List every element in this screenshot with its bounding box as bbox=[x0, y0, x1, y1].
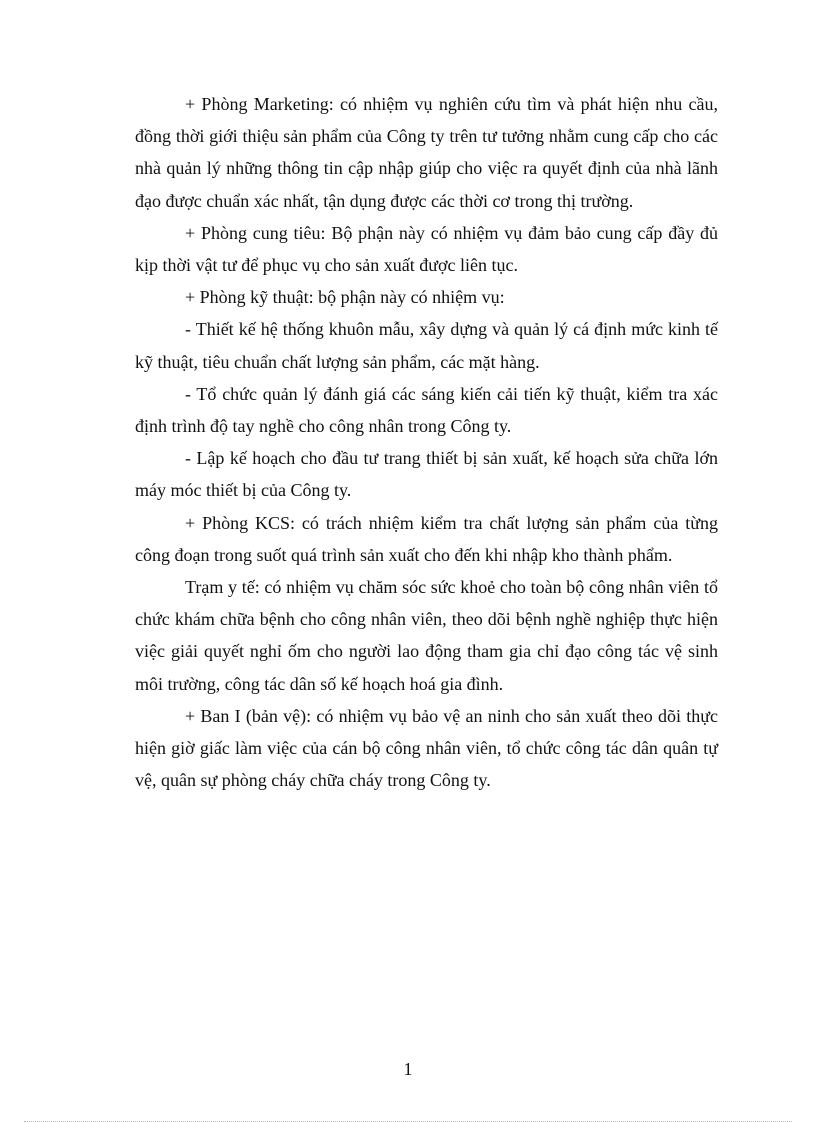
paragraph-medical-station: Trạm y tế: có nhiệm vụ chăm sóc sức khoẻ cho toàn bộ công nhân viên tổ chức khám chữa bệnh cho công nhân viên, theo dõi bệnh nghề nghiệp thực hiện việc giải quyết nghỉ ốm cho người lao động tham gia chỉ đạo công tác vệ sinh môi trường, công tác dân số kế hoạch hoá gia đình. bbox=[135, 577, 718, 694]
paragraph-technical: + Phòng kỹ thuật: bộ phận này có nhiệm vụ: bbox=[185, 287, 505, 308]
paragraph-technical-innovation: - Tổ chức quản lý đánh giá các sáng kiến cải tiến kỹ thuật, kiểm tra xác định trình độ tay nghề cho công nhân trong Công ty. bbox=[135, 383, 718, 437]
page-number: 1 bbox=[403, 1059, 413, 1079]
paragraph-technical-design: - Thiết kế hệ thống khuôn mẫu, xây dựng và quản lý cá định mức kinh tế kỹ thuật, tiêu chuẩn chất lượng sản phẩm, các mặt hàng. bbox=[135, 319, 718, 372]
paragraph-supply: + Phòng cung tiêu: Bộ phận này có nhiệm vụ đảm bảo cung cấp đầy đủ kịp thời vật tư để phục vụ cho sản xuất được liên tục. bbox=[135, 222, 718, 276]
paragraph-technical-investment: - Lập kế hoạch cho đầu tư trang thiết bị sản xuất, kế hoạch sửa chữa lớn máy móc thiết bị của Công ty. bbox=[135, 448, 718, 501]
page-bottom-divider bbox=[24, 1121, 792, 1122]
paragraph-kcs: + Phòng KCS: có trách nhiệm kiểm tra chất lượng sản phẩm của từng công đoạn trong suốt quá trình sản xuất cho đến khi nhập kho thành phẩm. bbox=[135, 512, 718, 565]
paragraph-security: + Ban I (bản vệ): có nhiệm vụ bảo vệ an ninh cho sản xuất theo dõi thực hiện giờ giấc làm việc của cán bộ công nhân viên, tổ chức công tác dân quân tự vệ, quân sự phòng cháy chữa cháy trong Công ty. bbox=[135, 705, 718, 791]
document-body bbox=[135, 88, 718, 796]
paragraph-marketing: + Phòng Marketing: có nhiệm vụ nghiên cứu tìm và phát hiện nhu cầu, đồng thời giới thiệu sản phẩm của Công ty trên tư tưởng nhằm cung cấp cho các nhà quản lý những thông tin cập nhập giúp cho việc ra quyết định của nhà lãnh đạo được chuẩn xác nhất, tận dụng được các thời cơ trong thị trường. bbox=[135, 94, 718, 211]
